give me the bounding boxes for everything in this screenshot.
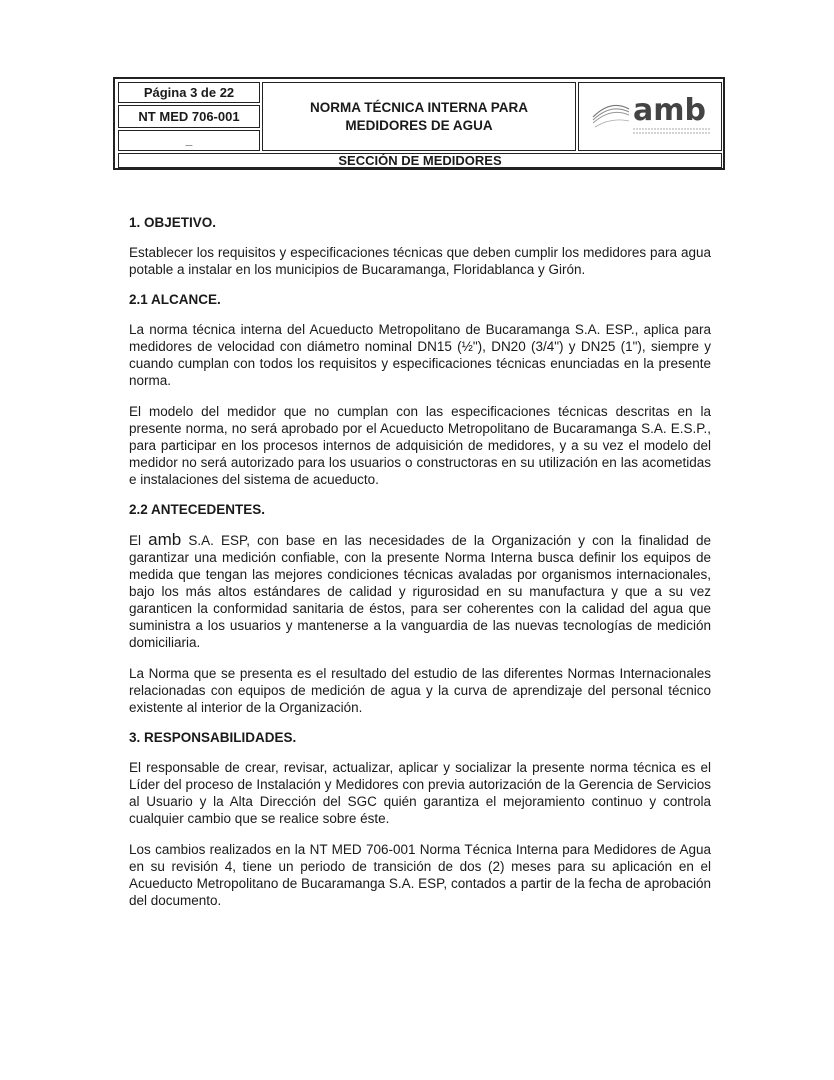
- page-number: Página 3 de 22: [118, 82, 260, 103]
- title-line-1: NORMA TÉCNICA INTERNA PARA: [310, 99, 528, 115]
- antecedentes-text: S.A. ESP, con base en las necesidades de la Organización y con la finalidad de garantizar una medición confiable, con la presente Norma Interna busca definir los equipos de medida que tengan las mejores condiciones técnicas avaladas por organismos internacionales, bajo los más altos estándares de calidad y rigurosidad en su manufactura y que a su vez garanticen la conformidad sanitaria de éstos, para ser coherentes con la calidad del agua que suministra a los usuarios y mantenerse a la vanguardia de las nuevas tecnologías de medición domiciliaria.: [129, 533, 711, 650]
- document-title: [262, 82, 576, 151]
- section-label: SECCIÓN DE MEDIDORES: [118, 153, 722, 168]
- paragraph-objetivo: Establecer los requisitos y especificaciones técnicas que deben cumplir los medidores para agua potable a instalar en los municipios de Bucaramanga, Floridablanca y Girón.: [129, 245, 711, 277]
- document-header: [113, 77, 725, 170]
- paragraph-responsabilidades-1: El responsable de crear, revisar, actualizar, aplicar y socializar la presente norma técnica es el Líder del proceso de Instalación y Medidores con previa autorización de la Gerencia de Servicios al Usuario y la Alta Dirección del SGC quién garantiza el mejoramiento continuo y controla cualquier cambio que se realice sobre éste.: [129, 760, 711, 826]
- amb-logo: [591, 93, 711, 137]
- paragraph-antecedentes-1: [129, 531, 711, 651]
- heading-antecedentes: 2.2 ANTECEDENTES.: [129, 502, 266, 517]
- document-body: [129, 215, 711, 923]
- heading-objetivo: 1. OBJETIVO.: [129, 215, 217, 230]
- amb-inline-name: amb: [148, 530, 182, 549]
- paragraph-antecedentes-2: La Norma que se presenta es el resultado del estudio de las diferentes Normas Internacionales relacionadas con equipos de medición de agua y la curva de aprendizaje del personal técnico existente al interior de la Organización.: [129, 666, 711, 715]
- paragraph-alcance-2: El modelo del medidor que no cumplan con las especificaciones técnicas descritas en la presente norma, no será aprobado por el Acueducto Metropolitano de Bucaramanga S.A. E.S.P., para participar en los procesos internos de adquisición de medidores, y a su vez el modelo del medidor no será autorizado para los usuarios o constructoras en su utilización en las acometidas e instalaciones del sistema de acueducto.: [129, 404, 711, 487]
- paragraph-responsabilidades-2: Los cambios realizados en la NT MED 706-001 Norma Técnica Interna para Medidores de Agua en su revisión 4, tiene un periodo de transición de dos (2) meses para su aplicación en el Acueducto Metropolitano de Bucaramanga S.A. ESP, contados a partir de la fecha de aprobación del documento.: [129, 842, 711, 908]
- heading-alcance: 2.1 ALCANCE.: [129, 292, 221, 307]
- logo-cell: [578, 82, 722, 151]
- logo-tagline: [633, 127, 713, 135]
- title-line-2: MEDIDORES DE AGUA: [345, 117, 493, 133]
- logo-wordmark: amb: [633, 93, 706, 128]
- heading-responsabilidades: 3. RESPONSABILIDADES.: [129, 730, 297, 745]
- wave-logo-icon: [591, 97, 631, 133]
- antecedentes-prefix: El: [129, 533, 149, 548]
- revision-cell: _: [118, 130, 260, 151]
- paragraph-alcance-1: La norma técnica interna del Acueducto Metropolitano de Bucaramanga S.A. ESP., aplica para medidores de velocidad con diámetro nominal DN15 (½"), DN20 (3/4") y DN25 (1"), siempre y cuando cumplan con todos los requisitos y especificaciones técnicas enunciadas en la presente norma.: [129, 322, 711, 388]
- document-code: NT MED 706-001: [118, 105, 260, 128]
